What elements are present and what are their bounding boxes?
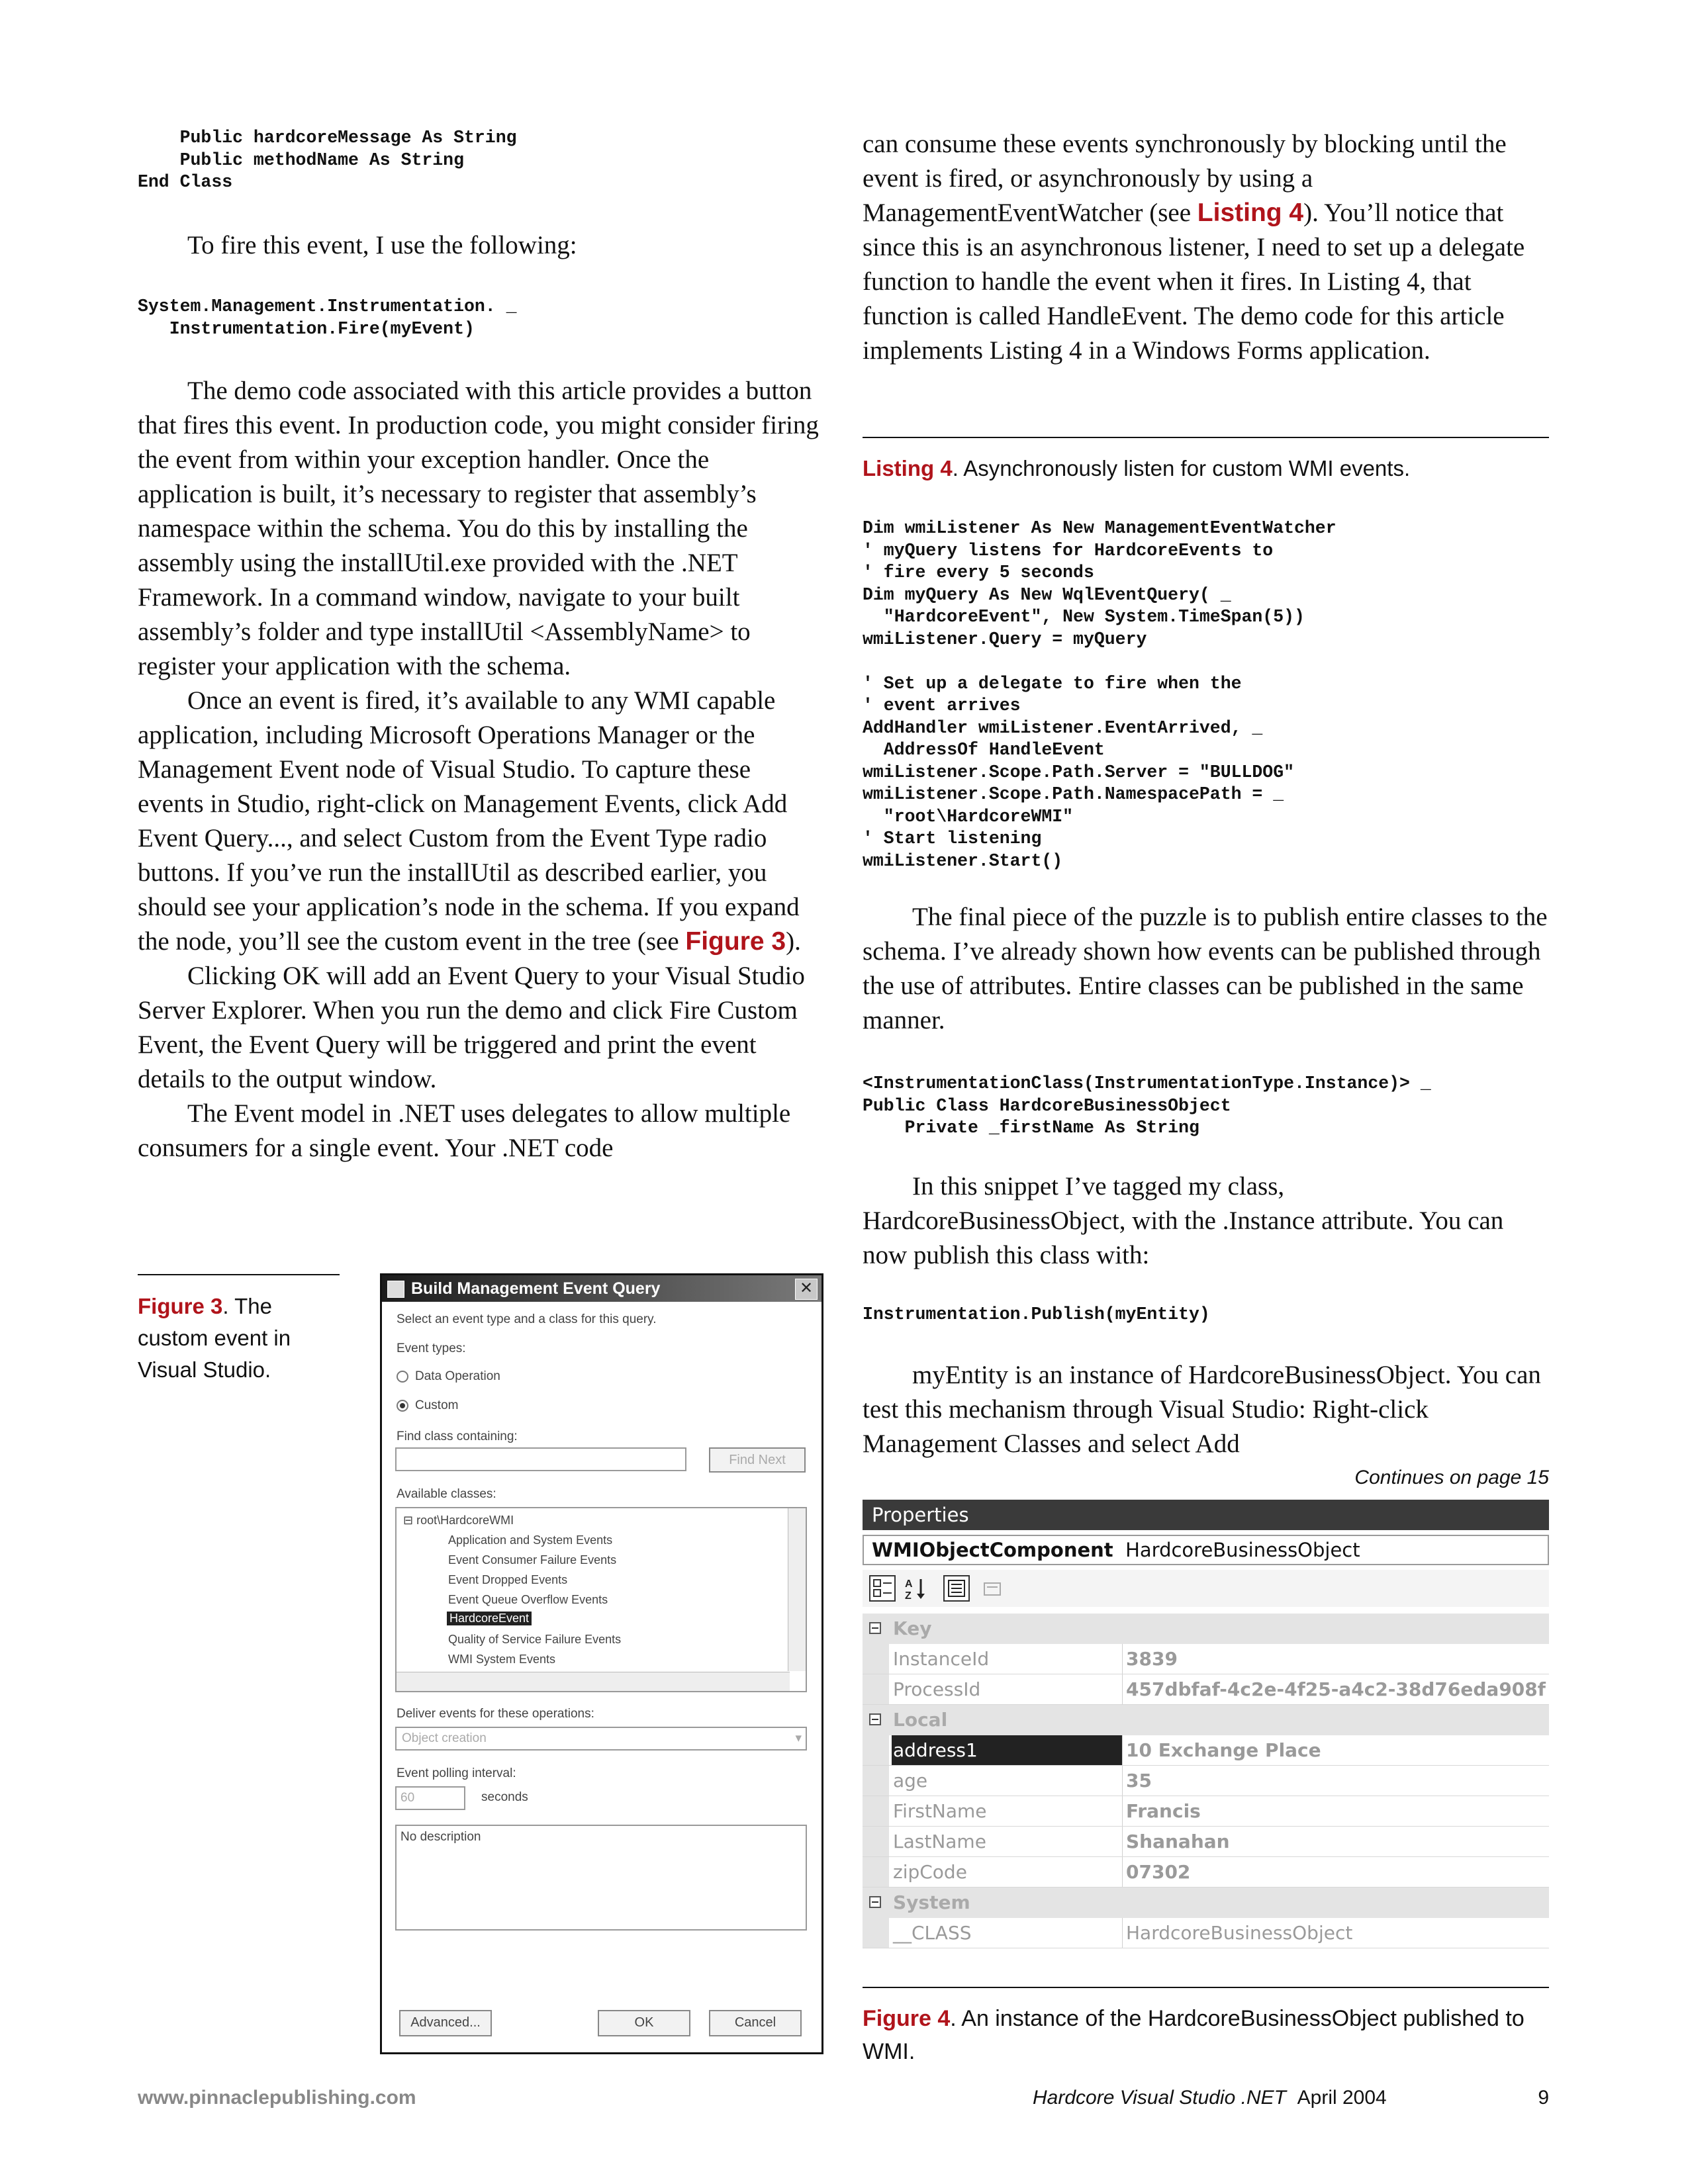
code-snippet-instrumentation-class: <InstrumentationClass(InstrumentationType.Instance)> _ Public Class HardcoreBusinessObject Private _firstName As String [863,1073,1431,1138]
svg-text:Z: Z [905,1590,912,1602]
find-next-button[interactable]: Find Next [709,1447,806,1473]
category-local[interactable]: Local [863,1705,1549,1735]
code-snippet-fire: System.Management.Instrumentation. _ Instrumentation.Fire(myEvent) [138,296,517,339]
polling-interval-label: Event polling interval: [397,1766,516,1780]
figure3-caption: Figure 3. The custom event in Visual Studio. [138,1294,291,1382]
listing4-rule [863,437,1549,438]
dialog-app-icon [387,1281,404,1298]
paragraph-listener-intro: can consume these events synchronously by blocking until the event is fired, or asynchronously by using a ManagementEventWatcher (see Listing 4). You’ll notice that since this is an asynchronous listener, I need to set up a delegate function to handle the event when it fires. In Listing 4, that function is called HandleEvent. The demo code for this article implements Listing 4 in a Windows Forms application. [863,130,1525,365]
continues-note: Continues on page 15 [1354,1467,1549,1488]
polling-unit: seconds [481,1790,528,1804]
collapse-icon[interactable] [869,1713,881,1725]
property-row[interactable]: InstanceId 3839 [863,1644,1549,1674]
tree-item[interactable]: Event Consumer Failure Events [448,1553,617,1567]
polling-interval-input[interactable]: 60 [395,1786,465,1810]
radio-icon [397,1371,408,1383]
listing4-link[interactable]: Listing 4 [1197,199,1304,227]
paragraph-final-piece: The final piece of the puzzle is to publish entire classes to the schema. I’ve already shown how events can be published through the use of attributes. Entire classes can be published in the same manner. [863,903,1548,1034]
footer-publication: Hardcore Visual Studio .NET April 2004 [1033,2087,1387,2109]
paragraph: The demo code associated with this article provides a button that fires this event. In production code, you might consider firing the event from within your exception handler. Once the application is built, it’s necessary to register that assembly’s namespace within the schema. You do this by installing the assembly using the installUtil.exe provided with the .NET Framework. In a command window, navigate to your built assembly’s folder and type installUtil <AssemblyName> to register your application with the schema. [138,377,819,680]
tree-item-selected[interactable]: HardcoreEvent [447,1612,532,1625]
collapse-icon[interactable] [869,1622,881,1634]
available-classes-tree[interactable] [395,1507,807,1692]
footer-url[interactable]: www.pinnaclepublishing.com [138,2087,416,2109]
paragraph: Clicking OK will add an Event Query to your Visual Studio Server Explorer. When you run the demo and click Fire Custom Event, the Event Query will be triggered and print the event details to the output window. [138,962,805,1093]
available-classes-label: Available classes: [397,1487,496,1501]
deliver-events-select[interactable]: Object creation ▾ [395,1727,807,1751]
code-snippet-publish: Instrumentation.Publish(myEntity) [863,1304,1210,1324]
deliver-events-label: Deliver events for these operations: [397,1707,594,1721]
description-box: No description [395,1825,807,1931]
find-class-label: Find class containing: [397,1430,518,1443]
property-pages-icon[interactable] [979,1575,1006,1602]
properties-view-icon[interactable] [943,1575,970,1602]
tree-item[interactable]: WMI System Events [448,1653,556,1666]
figure3-rule [138,1274,340,1275]
chevron-down-icon: ▾ [795,1731,802,1745]
dialog-title-bar: Build Management Event Query ✕ [382,1275,821,1302]
svg-text:A: A [905,1578,913,1590]
event-types-label: Event types: [397,1342,466,1355]
tree-vertical-scrollbar[interactable] [788,1508,806,1671]
radio-custom[interactable]: Custom [397,1398,458,1413]
paragraph-snippet: In this snippet I’ve tagged my class, HardcoreBusinessObject, with the .Instance attribute. You can now publish this class with: [863,1172,1504,1269]
object-selector[interactable]: WMIObjectComponent HardcoreBusinessObject [863,1535,1549,1565]
property-row[interactable]: LastName Shanahan [863,1827,1549,1857]
close-icon[interactable]: ✕ [795,1279,818,1300]
tree-root[interactable]: ⊟ root\HardcoreWMI [403,1514,514,1527]
collapse-icon[interactable] [869,1896,881,1908]
radio-selected-icon [397,1400,408,1412]
tree-item[interactable]: Event Queue Overflow Events [448,1593,608,1606]
property-row[interactable]: zipCode 07302 [863,1857,1549,1888]
properties-window [863,1500,1549,1976]
property-row[interactable]: __CLASS HardcoreBusinessObject [863,1918,1549,1948]
advanced-button[interactable]: Advanced... [399,2010,492,2036]
code-snippet-class-end: Public hardcoreMessage As String Public methodName As String End Class [138,128,517,192]
paragraph: Once an event is fired, it’s available to any WMI capable application, including Microsoft Operations Manager or the Management Event node of Visual Studio. To capture these events in Studio, right-click on Management Events, click Add Event Query..., and select Custom from the Event Type radio buttons. If you’ve run the installUtil as described earlier, you should see your application’s node in the schema. If you expand the node, you’ll see the custom event in the tree (see Figure 3). [138,686,801,956]
ok-button[interactable]: OK [598,2010,690,2036]
tree-item[interactable]: Quality of Service Failure Events [448,1633,622,1646]
paragraph: The Event model in .NET uses delegates to allow multiple consumers for a single event. Your .NET code [138,1099,791,1162]
properties-toolbar [863,1570,1549,1607]
property-row[interactable]: ProcessId 457dbfaf-4c2e-4f25-a4c2-38d76eda908f [863,1674,1549,1705]
properties-title-bar: Properties [863,1500,1549,1530]
listing4-code: Dim wmiListener As New ManagementEventWatcher ' myQuery listens for HardcoreEvents to ' fire every 5 seconds Dim myQuery As New WqlEventQuery( _ "HardcoreEvent", New System.TimeSpan(5)) wmiListener.Query = myQuery ' Set up a delegate to fire when the ' event arrives AddHandler wmiListener.EventArrived, _ AddressOf HandleEvent wmiListener.Scope.Path.Server = "BULLDOG" wmiListener.Scope.Path.NamespacePath = _ "root\HardcoreWMI" ' Start listening wmiListener.Start() [863,518,1336,871]
figure4-caption: Figure 4. An instance of the HardcoreBusinessObject published to WMI. [863,2006,1524,2064]
build-event-query-dialog [380,1273,823,2054]
property-row[interactable]: FirstName Francis [863,1796,1549,1827]
alphabetical-icon[interactable] [902,1575,929,1602]
category-system[interactable]: System [863,1888,1549,1918]
left-body-text [138,374,820,1165]
figure4-rule [863,1987,1549,1988]
property-row-selected[interactable]: address1 10 Exchange Place [863,1735,1549,1766]
cancel-button[interactable]: Cancel [709,2010,802,2036]
tree-item[interactable]: Event Dropped Events [448,1573,568,1586]
paragraph-entity: myEntity is an instance of HardcoreBusinessObject. You can test this mechanism through Visual Studio: Right-click Management Classes and select Add [863,1361,1541,1458]
property-grid [863,1614,1549,1948]
figure3-link[interactable]: Figure 3 [685,927,786,956]
page-number: 9 [1538,2087,1549,2109]
radio-data-operation[interactable]: Data Operation [397,1369,500,1384]
dialog-prompt: Select an event type and a class for this query. [397,1312,657,1326]
categorized-icon[interactable] [869,1575,896,1602]
paragraph-fire-intro: To fire this event, I use the following: [187,231,577,259]
find-class-input[interactable] [395,1447,686,1471]
category-key[interactable]: Key [863,1614,1549,1644]
tree-item[interactable]: Application and System Events [448,1533,613,1547]
tree-horizontal-scrollbar[interactable] [397,1672,790,1691]
property-row[interactable]: age 35 [863,1766,1549,1796]
listing4-caption: Listing 4. Asynchronously listen for custom WMI events. [863,456,1411,480]
